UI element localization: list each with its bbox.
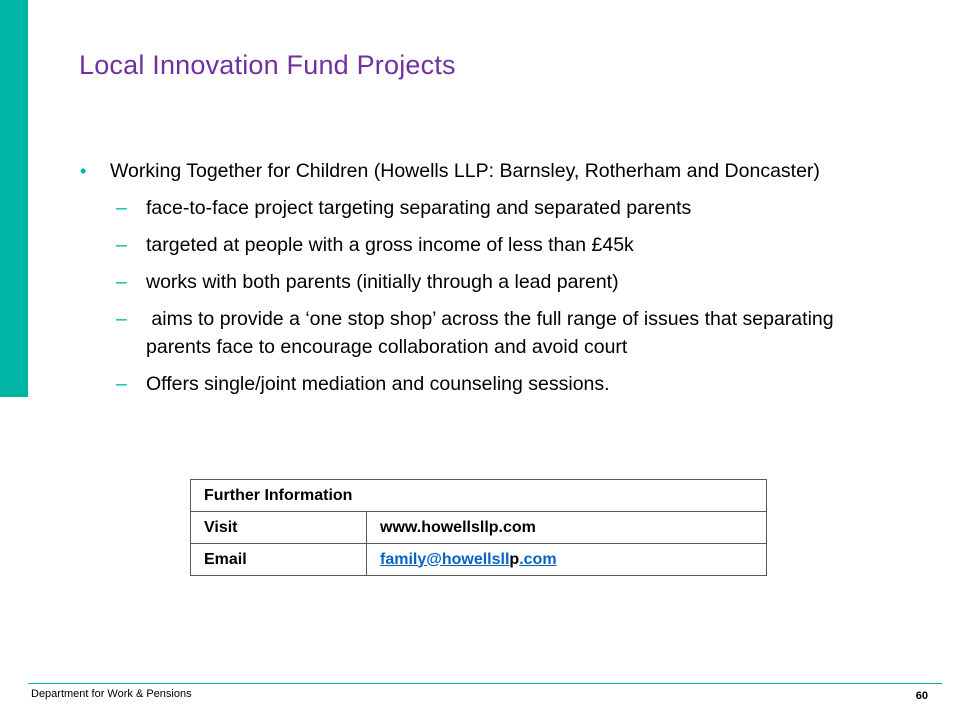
table-header-row: [191, 480, 767, 512]
sub-bullet-text: works with both parents (initially through a lead parent): [146, 271, 619, 293]
sub-bullet-text: aims to provide a ‘one stop shop’ across the full range of issues that separating parents face to encourage collaboration and avoid court: [146, 308, 840, 358]
sub-bullet-text: Offers single/joint mediation and counseling sessions.: [146, 373, 610, 395]
sub-bullet-item: [116, 231, 860, 259]
email-link-domain[interactable]: .com: [519, 550, 557, 568]
sub-bullet-text: face-to-face project targeting separating and separated parents: [146, 197, 692, 219]
sub-bullet-item: [116, 370, 860, 398]
bullet-marker: •: [80, 161, 87, 181]
email-link-middle: p: [509, 550, 520, 568]
main-bullet: [80, 157, 860, 185]
table-header: Further Information: [191, 480, 767, 512]
further-information-table: [190, 479, 767, 576]
page-number: 60: [915, 690, 928, 702]
sub-bullet-item: [116, 268, 860, 296]
website-value: www.howellsllp.com: [367, 512, 767, 544]
email-link[interactable]: family@howellsll: [380, 550, 510, 568]
dash-marker: –: [116, 234, 127, 256]
main-bullet-text: Working Together for Children (Howells LLP: Barnsley, Rotherham and Doncaster): [110, 160, 820, 182]
slide-body: [80, 157, 860, 398]
dash-marker: –: [116, 197, 127, 219]
table-row: [191, 512, 767, 544]
sub-bullet-list: [80, 194, 860, 398]
visit-label: Visit: [191, 512, 367, 544]
sub-bullet-item: [116, 305, 860, 361]
side-accent-bar: [0, 0, 28, 397]
sub-bullet-item: [116, 194, 860, 222]
dash-marker: –: [116, 373, 127, 395]
email-value: [367, 544, 767, 576]
dash-marker: –: [116, 271, 127, 293]
footer-organisation: Department for Work & Pensions: [31, 688, 192, 700]
dash-marker: –: [116, 308, 127, 330]
table-row: [191, 544, 767, 576]
sub-bullet-text: targeted at people with a gross income of less than £45k: [146, 234, 634, 256]
email-label: Email: [191, 544, 367, 576]
footer-divider: [28, 683, 942, 684]
slide-title: Local Innovation Fund Projects: [79, 50, 456, 80]
